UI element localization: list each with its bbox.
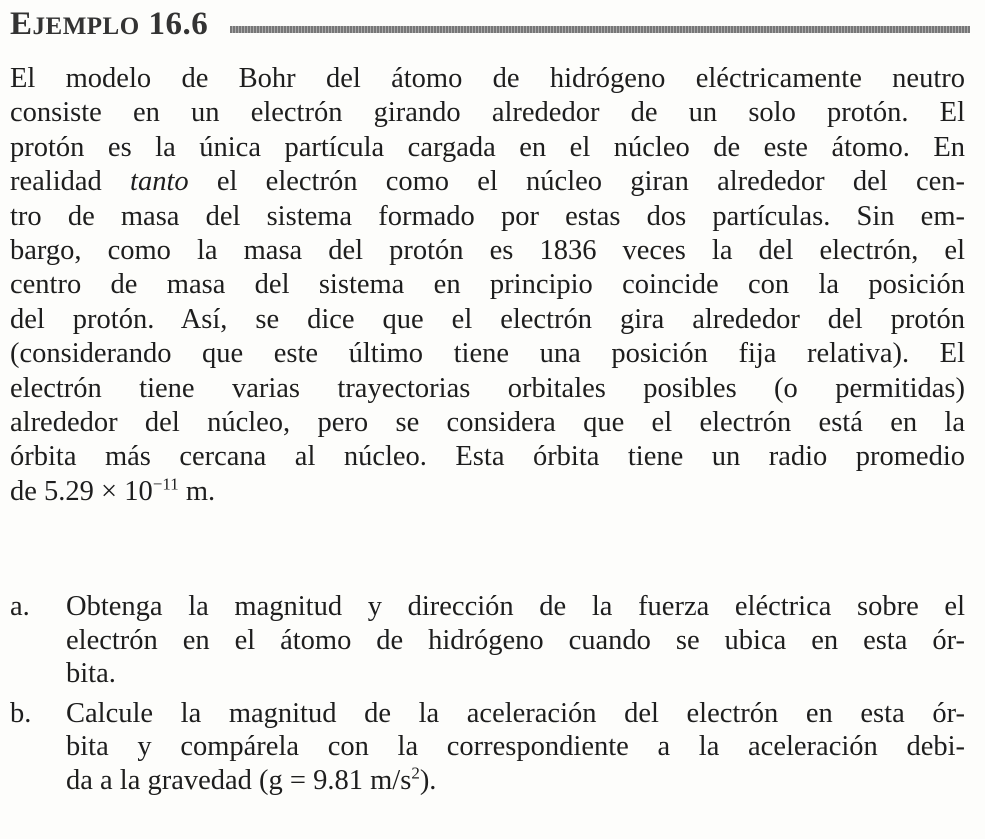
text-line: órbita más cercana al núcleo. Esta órbita tiene un radio promedio [10, 441, 965, 473]
question-label: a. [10, 591, 30, 622]
text: m. [178, 475, 216, 507]
text-line: tro de masa del sistema formado por estas dos partículas. Sin em- [10, 200, 965, 232]
text-line: electrón tiene varias trayectorias orbitales posibles (o permitidas) [10, 372, 965, 404]
example-title [10, 6, 208, 43]
text-line: protón es la única partícula cargada en el núcleo de este átomo. En [10, 131, 965, 163]
header-rule [230, 26, 970, 33]
text: el electrón como el núcleo giran alrededor del cen- [188, 166, 966, 198]
title-initial: E [10, 5, 33, 42]
text-line: alrededor del núcleo, pero se considera que el electrón está en la [10, 406, 965, 438]
text: realidad [10, 166, 131, 198]
exponent: 2 [411, 763, 420, 782]
question-list [10, 590, 965, 803]
text-line: Calcule la magnitud de la aceleración del electrón en esta ór- [66, 697, 965, 729]
text-line: (considerando que este último tiene una posición fija relativa). El [10, 338, 965, 370]
text-line: bita. [66, 658, 116, 689]
problem-statement [10, 62, 965, 509]
question-a [10, 590, 965, 691]
text: da a la gravedad (g = 9.81 m/s [66, 764, 412, 796]
exponent: −11 [152, 474, 179, 494]
text-line: electrón en el átomo de hidrógeno cuando se ubica en esta ór- [66, 624, 965, 656]
example-number: 16.6 [148, 5, 209, 42]
text-line: consiste en un electrón girando alrededor de un solo protón. El [10, 97, 965, 129]
question-b [10, 697, 965, 798]
text-line: Obtenga la magnitud y dirección de la fuerza eléctrica sobre el [66, 591, 965, 622]
text-line: centro de masa del sistema en principio coincide con la posición [10, 269, 965, 301]
question-label: b. [10, 697, 32, 729]
text-line: del protón. Así, se dice que el electrón gira alrededor del protón [10, 303, 965, 335]
text: ). [419, 764, 437, 796]
text: de 5.29 × 10 [10, 475, 153, 507]
text-line [66, 764, 965, 798]
title-smallcaps: JEMPLO [32, 12, 140, 40]
text-line: bargo, como la masa del protón es 1836 veces la del electrón, el [10, 234, 965, 266]
text-line [10, 475, 965, 509]
example-header [10, 4, 970, 44]
text-line: El modelo de Bohr del átomo de hidrógeno eléctricamente neutro [10, 63, 965, 94]
italic-text: tanto [130, 166, 189, 198]
text-line [10, 165, 965, 199]
text-line: bita y compárela con la correspondiente a la aceleración debi- [66, 731, 965, 762]
